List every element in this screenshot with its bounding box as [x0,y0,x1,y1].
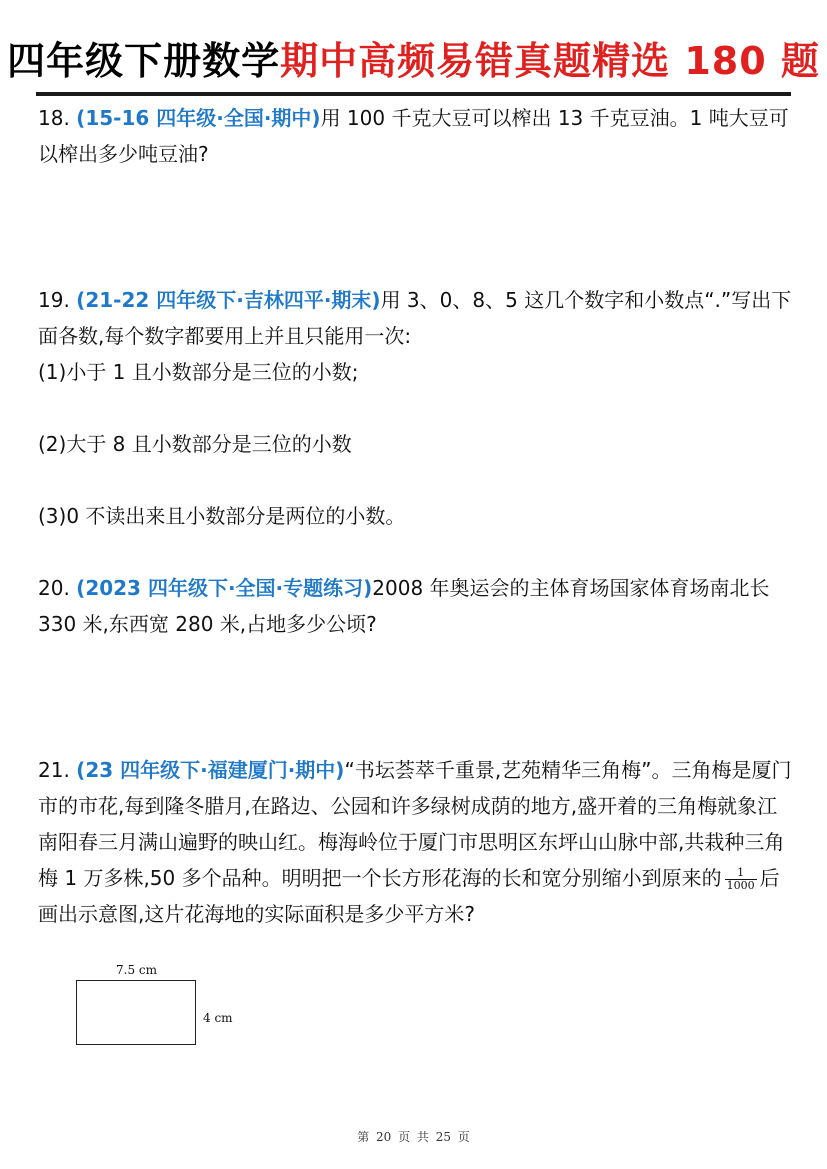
question-text-before: “书坛荟萃千重景,艺苑精华三角梅”。三角梅是厦门市的市花,每到隆冬腊月,在路边、公园和许多绿树成荫的地方,盛开着的三角梅就象江南阳春三月满山遍野的映山红。梅海岭位于厦门市思明区东坪山山脉中部,共栽种三角梅 1 万多株,50 多个品种。明明把一个长方形花海的长和宽分别缩小到原来的 [38,758,792,890]
figure-height-label: 4 cm [203,1011,233,1025]
sub-question-3: (3)0 不读出来且小数部分是两位的小数。 [38,504,406,528]
question-source: (21-22 四年级下·吉林四平·期末) [76,288,381,312]
question-source: (23 四年级下·福建厦门·期中) [76,758,345,782]
fraction [725,867,757,892]
question-number: 21. [38,758,70,782]
question-20 [38,570,793,642]
sub-question-2: (2)大于 8 且小数部分是三位的小数 [38,432,352,456]
question-text: 2008 年奥运会的主体育场国家体育场南北长 330 米,东西宽 280 米,占地多少公顷? [38,576,770,636]
title-black-part: 四年级下册数学 [7,39,281,83]
question-number: 20. [38,576,70,600]
title-underline [36,92,791,96]
title-red-part: 期中高频易错真题精选 180 题 [280,39,820,83]
question-21 [38,752,793,932]
fraction-denominator: 1000 [726,879,755,892]
question-19 [38,282,793,354]
question-text: 用 100 千克大豆可以榨出 13 千克豆油。1 吨大豆可以榨出多少吨豆油? [38,106,789,166]
question-18 [38,100,793,172]
figure-width-label: 7.5 cm [116,963,157,977]
rectangle-figure [76,980,196,1045]
question-source: (2023 四年级下·全国·专题练习) [76,576,373,600]
fraction-numerator: 1 [725,867,757,880]
sub-question-1: (1)小于 1 且小数部分是三位的小数; [38,360,359,384]
question-number: 19. [38,288,70,312]
question-number: 18. [38,106,70,130]
page-title [0,40,827,84]
page-footer: 第 20 页 共 25 页 [357,1130,470,1144]
question-text: 用 3、0、8、5 这几个数字和小数点“.”写出下面各数,每个数字都要用上并且只能用一次: [38,288,792,348]
question-source: (15-16 四年级·全国·期中) [76,106,321,130]
question-text-after: 后画出示意图,这片花海地的实际面积是多少平方米? [38,866,780,926]
